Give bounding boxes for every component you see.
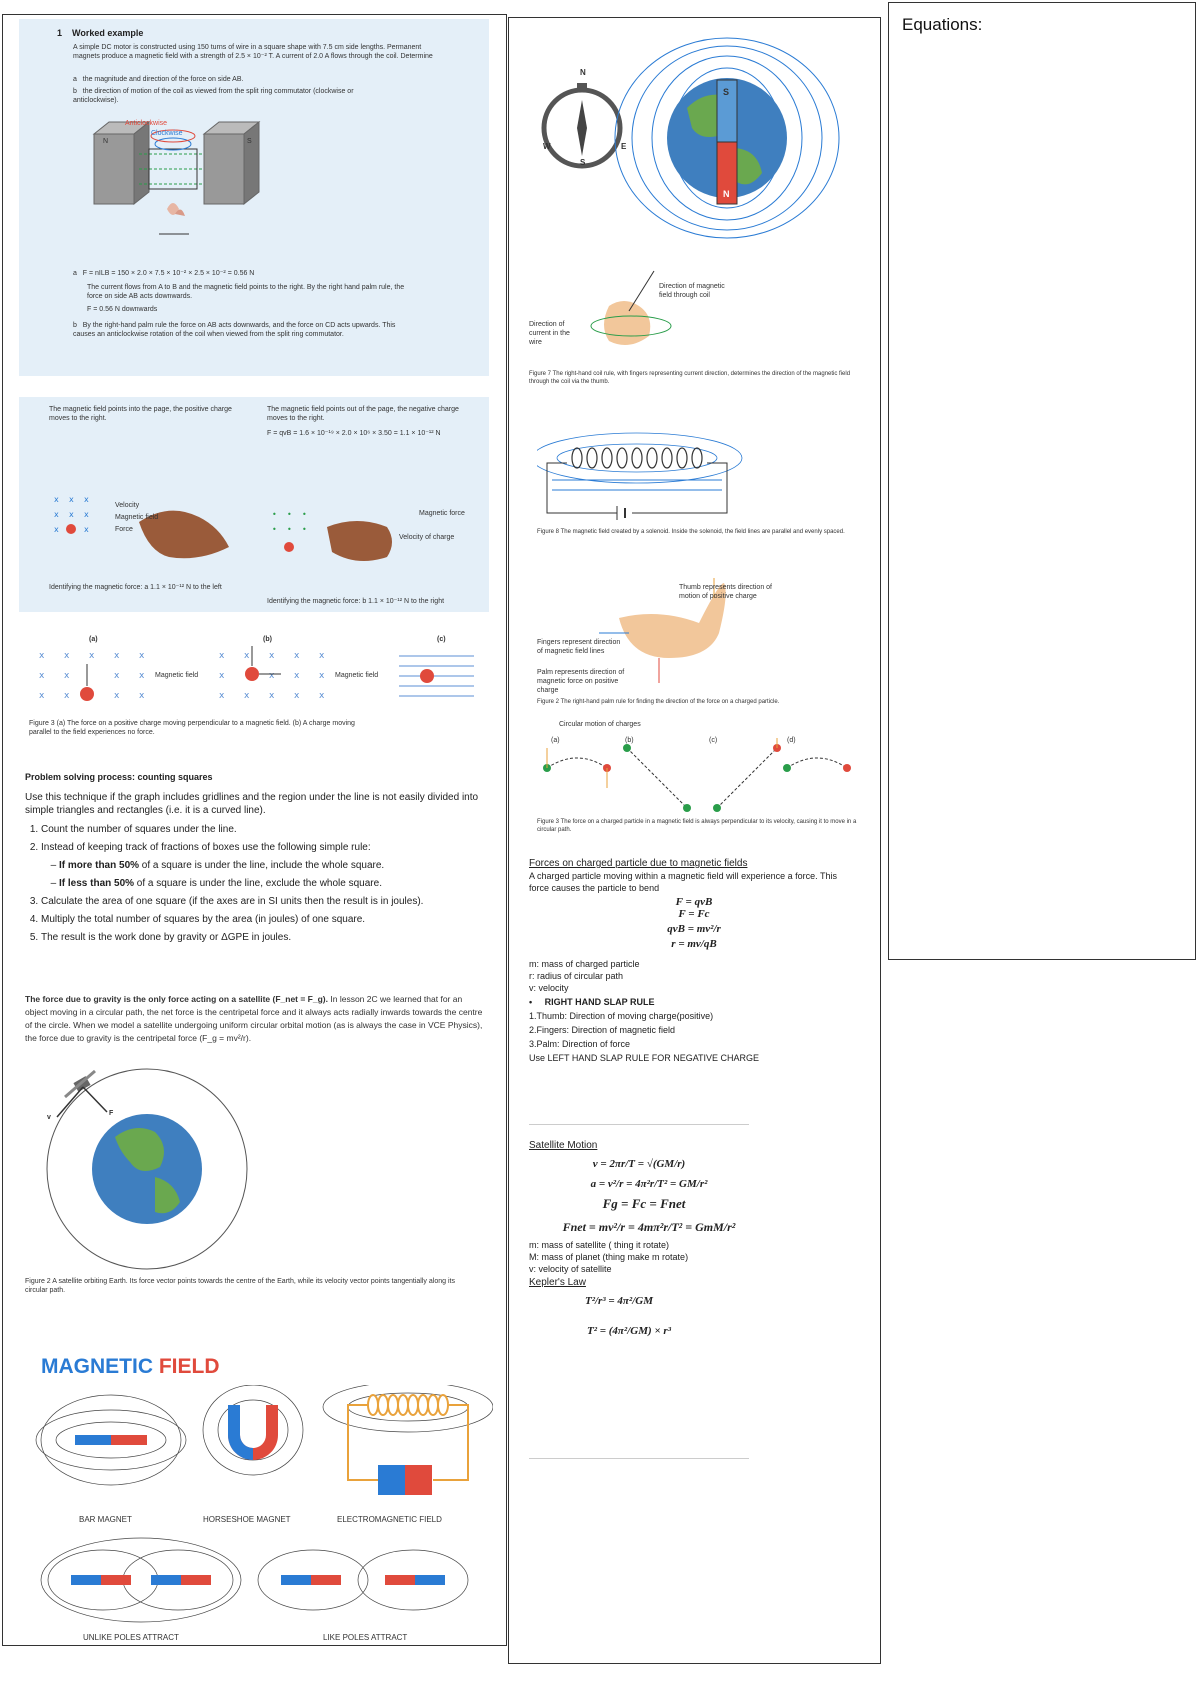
eq-qvb-mv2r: qvB = mv²/r xyxy=(667,923,721,935)
counting-step: 4. Multiply the total number of squares by the area (in joules) of one square. xyxy=(41,911,485,929)
earth-magnetic-field-diagram xyxy=(527,28,857,248)
charge-example-panel xyxy=(19,397,489,612)
worked-example-part-a: a the magnitude and direction of the force on side AB. xyxy=(73,76,244,83)
palm-rule-label-thumb: Thumb represents direction of motion of positive charge xyxy=(679,584,772,600)
divider xyxy=(529,1458,749,1459)
charged-def-r: r: radius of circular path xyxy=(529,971,624,981)
charge-a-caption: Identifying the magnetic force: a 1.1 × 10⁻¹² N to the left xyxy=(49,584,222,591)
poster-diagrams xyxy=(23,1385,493,1625)
field-panel-c-label: (c) xyxy=(437,636,446,643)
svg-text:x: x xyxy=(139,651,145,661)
counting-squares-steps xyxy=(25,821,485,947)
eq-satellite-forces: Fg = Fc = Fnet xyxy=(602,1196,686,1211)
label-unlike-poles: UNLIKE POLES ATTRACT xyxy=(83,1633,179,1642)
palm-rule-caption: Figure 2 The right-hand palm rule for finding the direction of the force on a charged particle. xyxy=(537,699,780,705)
compass-e-label: E xyxy=(621,142,627,151)
circle-label-b: (b) xyxy=(625,737,634,744)
svg-text:•: • xyxy=(287,510,292,519)
satellite-v-label: v xyxy=(47,1114,51,1121)
field-panel-a-label: (a) xyxy=(89,636,98,643)
eq-satellite-fnet: Fnet = mv²/r = 4mπ²r/T² = GmM/r² xyxy=(562,1220,736,1234)
charge-b-force-label: Magnetic force xyxy=(419,510,465,517)
counting-squares-intro: Use this technique if the graph includes gridlines and the region under the line is not easily divided into simple triangles and rectangles (i.e. it is a curved line). xyxy=(25,792,479,816)
svg-text:x: x xyxy=(54,495,59,504)
charge-b-caption: Identifying the magnetic force: b 1.1 × 10⁻¹² N to the right xyxy=(267,598,445,605)
divider xyxy=(529,1124,749,1125)
equations-panel xyxy=(888,2,1196,960)
gravity-satellite-section xyxy=(25,993,485,1293)
equations-title: Equations: xyxy=(902,15,983,34)
counting-step: 2. Instead of keeping track of fractions of boxes use the following simple rule: – If more than 50% of a square is under the line, include the whole square. – If less than 50% of a square is under the line, exclude the whole square. xyxy=(41,839,485,893)
svg-text:•: • xyxy=(302,510,307,519)
field-figure xyxy=(19,631,489,749)
clockwise-label: Clockwise xyxy=(151,130,183,137)
charge-a-diagram xyxy=(49,492,249,582)
svg-text:x: x xyxy=(64,671,70,681)
counting-squares-section xyxy=(25,771,485,971)
charged-def-v: v: velocity xyxy=(529,983,569,993)
palm-rule-label-fingers: Fingers represent direction of magnetic field lines xyxy=(537,639,621,655)
svg-text:x: x xyxy=(54,525,59,534)
circle-motion-diagram xyxy=(537,738,857,818)
satellite-notes xyxy=(529,1140,859,1337)
satellite-figure-caption: Figure 2 A satellite orbiting Earth. Its force vector points towards the centre of the Earth, while its velocity vector points tangentially along its circular path. xyxy=(25,1278,455,1294)
magnet-n-label: N xyxy=(103,138,109,145)
answer-b-text: b By the right-hand palm rule the force on AB acts downwards, and the force on CD acts upwards. This causes an anticlockwise rotation of the coil when viewed from the split ring commutator. xyxy=(73,322,396,338)
coil-hand-rule-diagram xyxy=(569,266,689,356)
solenoid-diagram xyxy=(537,428,757,528)
worked-example-title: 1 Worked example xyxy=(57,28,144,38)
gravity-satellite-text: The force due to gravity is the only force acting on a satellite (F_net = F_g). In lesson 2C we learned that for an object moving in a circular path, the net force is the centripetal force and it always acts radially inwards towards the centre of the circle. When we model a satellite undergoing uniform circular orbital motion (as is always the case in VCE Physics), the force due to gravity is the centripetal force (F_g = mv²/r). xyxy=(25,994,483,1043)
magnetic-field-poster xyxy=(23,1355,493,1645)
eq-satellite-acceleration: a = v²/r = 4π²r/T² = GM/r² xyxy=(590,1178,708,1190)
answer-a-equation: a F = nILB = 150 × 2.0 × 7.5 × 10⁻² × 2.5 × 10⁻² = 0.56 N xyxy=(73,270,255,277)
svg-text:x: x xyxy=(219,691,225,701)
svg-text:x: x xyxy=(269,671,275,681)
counting-squares-title: Problem solving process: counting squares xyxy=(25,772,213,782)
eq-kepler-ratio: T²/r³ = 4π²/GM xyxy=(584,1295,653,1307)
svg-text:x: x xyxy=(319,651,325,661)
svg-text:x: x xyxy=(114,671,120,681)
svg-text:x: x xyxy=(89,651,95,661)
satellite-def-v: v: velocity of satellite xyxy=(529,1264,612,1274)
counting-sub-rule: – If less than 50% of a square is under the line, exclude the whole square. xyxy=(59,875,485,893)
svg-text:x: x xyxy=(294,671,300,681)
field-b-label: Magnetic field xyxy=(335,672,379,679)
svg-text:x: x xyxy=(269,691,275,701)
circle-fig-heading: Circular motion of charges xyxy=(559,721,641,728)
charge-a-force-label: Force xyxy=(115,526,133,533)
svg-text:x: x xyxy=(84,525,89,534)
svg-text:x: x xyxy=(269,651,275,661)
compass-w-label: W xyxy=(543,142,551,151)
counting-sub-rule: – If more than 50% of a square is under the line, include the whole square. xyxy=(59,857,485,875)
svg-text:x: x xyxy=(54,510,59,519)
svg-text:•: • xyxy=(272,525,277,534)
magnet-n-pole: N xyxy=(723,189,730,199)
answer-a-text: The current flows from A to B and the magnetic field points to the right. By the right hand palm rule, the force on side AB acts downwards. xyxy=(87,284,405,300)
eq-kepler-period: T² = (4π²/GM) × r³ xyxy=(586,1325,672,1337)
eq-force-qvb: F = qvB xyxy=(675,896,713,908)
right-hand-slap-rule-title: • RIGHT HAND SLAP RULE xyxy=(529,997,655,1007)
charged-def-m: m: mass of charged particle xyxy=(529,959,640,969)
svg-text:x: x xyxy=(294,651,300,661)
charged-particle-heading: Forces on charged particle due to magnetic fields xyxy=(529,858,748,869)
charged-particle-notes xyxy=(529,858,859,1064)
circle-label-a: (a) xyxy=(551,737,560,744)
middle-column xyxy=(508,17,881,1664)
svg-text:x: x xyxy=(219,651,225,661)
slap-rule-palm: 3.Palm: Direction of force xyxy=(529,1039,631,1049)
left-hand-note: Use LEFT HAND SLAP RULE FOR NEGATIVE CHARGE xyxy=(529,1053,760,1063)
svg-text:•: • xyxy=(272,510,277,519)
svg-text:x: x xyxy=(39,671,45,681)
label-horseshoe-magnet: HORSESHOE MAGNET xyxy=(203,1515,291,1524)
svg-text:x: x xyxy=(64,651,70,661)
circle-label-d: (d) xyxy=(787,737,796,744)
svg-text:x: x xyxy=(139,691,145,701)
svg-text:x: x xyxy=(294,691,300,701)
counting-step: 3. Calculate the area of one square (if the axes are in SI units then the result is in joules). xyxy=(41,893,485,911)
satellite-heading: Satellite Motion xyxy=(529,1140,598,1151)
svg-text:x: x xyxy=(84,495,89,504)
label-bar-magnet: BAR MAGNET xyxy=(79,1515,132,1524)
svg-text:•: • xyxy=(287,525,292,534)
eq-force-centripetal: F = Fc xyxy=(678,908,710,920)
satellite-def-bigm: M: mass of planet (thing make m rotate) xyxy=(529,1252,689,1262)
svg-text:x: x xyxy=(69,510,74,519)
left-column xyxy=(2,14,507,1646)
svg-text:x: x xyxy=(114,691,120,701)
field-figure-caption: Figure 3 (a) The force on a positive charge moving perpendicular to a magnetic field. (b) A charge moving parallel to the field experiences no force. xyxy=(29,720,355,736)
coil-rule-caption: Figure 7 The right-hand coil rule, with fingers representing current direction, determines the direction of the magnetic field through the coil via the thumb. xyxy=(529,371,851,385)
compass-n-label: N xyxy=(580,68,586,77)
satellite-f-label: F xyxy=(109,1110,114,1117)
charged-particle-intro: A charged particle moving within a magnetic field will experience a force. This force causes the particle to bend xyxy=(529,871,837,893)
svg-text:x: x xyxy=(139,671,145,681)
worked-example-prompt: A simple DC motor is constructed using 150 turns of wire in a square shape with 7.5 cm side lengths. Permanent magnets produce a magnetic field with a strength of 2.5 × 10⁻² T. A current of 2.0 A flows through the coil. Determine xyxy=(73,44,433,60)
svg-text:x: x xyxy=(39,651,45,661)
magnet-s-pole: S xyxy=(723,87,730,97)
coil-rule-label-field: Direction of magnetic field through coil xyxy=(659,283,725,299)
field-a-label: Magnetic field xyxy=(155,672,199,679)
field-panel-b-label: (b) xyxy=(263,636,272,643)
svg-text:x: x xyxy=(69,495,74,504)
charge-example-b-text: The magnetic field points out of the page, the negative charge moves to the right. xyxy=(267,406,459,422)
svg-text:x: x xyxy=(244,691,250,701)
poster-title: MAGNETIC FIELD xyxy=(41,1355,220,1378)
answer-a-result: F = 0.56 N downwards xyxy=(87,306,158,313)
label-like-poles: LIKE POLES ATTRACT xyxy=(323,1633,408,1642)
charge-example-a-text: The magnetic field points into the page, the positive charge moves to the right. xyxy=(49,406,232,422)
slap-rule-fingers: 2.Fingers: Direction of magnetic field xyxy=(529,1025,676,1035)
coil-rule-label-current: Direction of current in the wire xyxy=(529,321,570,346)
counting-step: 5. The result is the work done by gravity or ΔGPE in joules. xyxy=(41,929,485,947)
satellite-orbit-diagram xyxy=(35,1057,260,1272)
charge-a-field-label: Magnetic field xyxy=(115,514,159,521)
solenoid-caption: Figure 8 The magnetic field created by a solenoid. Inside the solenoid, the field lines are parallel and evenly spaced. xyxy=(537,529,845,535)
svg-text:x: x xyxy=(244,651,250,661)
svg-text:x: x xyxy=(39,691,45,701)
circle-label-c: (c) xyxy=(709,737,718,744)
satellite-def-m: m: mass of satellite ( thing it rotate) xyxy=(529,1240,670,1250)
counting-step: 1. Count the number of squares under the line. xyxy=(41,821,485,839)
eq-satellite-velocity: v = 2πr/T = √(GM/r) xyxy=(592,1158,686,1170)
charge-a-velocity-label: Velocity xyxy=(115,502,140,509)
anticlockwise-label: Anticlockwise xyxy=(125,120,168,127)
magnet-s-label: S xyxy=(247,138,252,145)
svg-text:•: • xyxy=(302,525,307,534)
eq-radius: r = mv/qB xyxy=(671,938,717,950)
charge-b-velocity-label: Velocity of charge xyxy=(399,534,455,541)
svg-text:x: x xyxy=(114,651,120,661)
slap-rule-thumb: 1.Thumb: Direction of moving charge(positive) xyxy=(529,1011,714,1021)
svg-text:x: x xyxy=(64,691,70,701)
svg-text:x: x xyxy=(319,691,325,701)
kepler-heading: Kepler's Law xyxy=(529,1277,586,1288)
worked-example-panel xyxy=(19,19,489,376)
circle-fig-caption: Figure 3 The force on a charged particle in a magnetic field is always perpendicular to its velocity, causing it to move in a circular path. xyxy=(537,819,857,833)
worked-example-part-b: b the direction of motion of the coil as viewed from the split ring commutator (clockwise or anticlockwise). xyxy=(73,88,354,104)
svg-text:x: x xyxy=(84,510,89,519)
compass-s-label: S xyxy=(580,158,586,167)
field-figure-diagram xyxy=(19,646,489,711)
label-electromagnetic-field: ELECTROMAGNETIC FIELD xyxy=(337,1515,442,1524)
palm-rule-label-palm: Palm represents direction of magnetic force on positive charge xyxy=(537,669,625,694)
svg-text:x: x xyxy=(219,671,225,681)
svg-text:x: x xyxy=(319,671,325,681)
charge-example-b-work: F = qvB = 1.6 × 10⁻¹⁹ × 2.0 × 10⁶ × 3.50 = 1.1 × 10⁻¹² N xyxy=(267,430,441,437)
